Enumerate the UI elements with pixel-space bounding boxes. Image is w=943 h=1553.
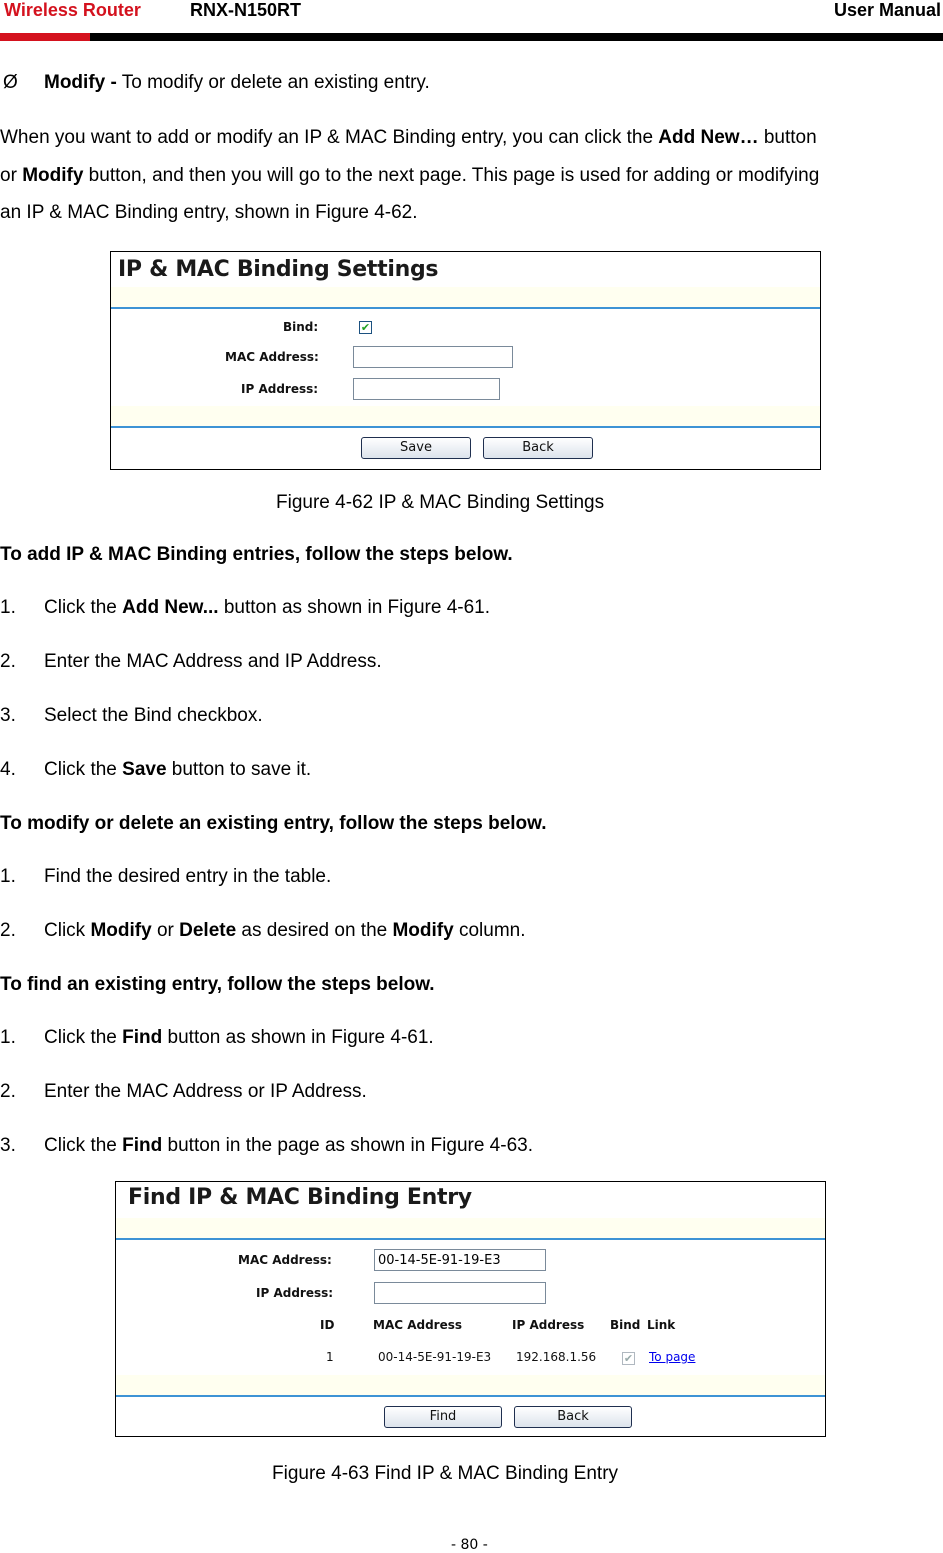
add-step-2-number: 2.	[0, 651, 16, 672]
top-divider	[111, 307, 820, 309]
column-header-link: Link	[647, 1318, 676, 1332]
header-model: RNX-N150RT	[190, 0, 302, 20]
header-doc-title: User Manual	[833, 0, 941, 20]
column-header-mac-address: MAC Address	[373, 1318, 463, 1332]
find-step-3-number: 3.	[0, 1135, 16, 1156]
find-step-1-number: 1.	[0, 1027, 16, 1048]
row-to-page-link[interactable]: To page	[649, 1350, 696, 1364]
mac-address-input[interactable]	[353, 346, 513, 368]
find-step-3: Click the Find button in the page as shown in Figure 4-63.	[44, 1135, 533, 1156]
modify-step-1: Find the desired entry in the table.	[44, 866, 332, 887]
find-title: Find IP & MAC Binding Entry	[128, 1185, 472, 1210]
column-header-id: ID	[320, 1318, 335, 1332]
bullet-text: To modify or delete an existing entry.	[116, 72, 430, 93]
mac-address-label: MAC Address:	[225, 350, 319, 364]
add-step-1: Click the Add New... button as shown in Figure 4-61.	[44, 597, 490, 618]
figure-find-ip-mac-binding-entry	[115, 1181, 826, 1437]
row-mac-address: 00-14-5E-91-19-E3	[378, 1350, 492, 1364]
add-step-3-number: 3.	[0, 705, 16, 726]
modify-steps-heading: To modify or delete an existing entry, follow the steps below.	[0, 813, 547, 834]
back-button[interactable]: Back	[483, 437, 593, 459]
ip-address-label: IP Address:	[241, 382, 319, 396]
find-step-2: Enter the MAC Address or IP Address.	[44, 1081, 367, 1102]
back-button[interactable]: Back	[514, 1406, 632, 1428]
bullet-arrow-icon: Ø	[3, 72, 18, 93]
row-bind-checkbox: ✔	[623, 1352, 634, 1365]
ip-address-label: IP Address:	[256, 1286, 334, 1300]
mac-address-label: MAC Address:	[238, 1253, 332, 1267]
figure-ip-mac-binding-settings	[110, 251, 821, 470]
page-number: - 80 -	[451, 1537, 488, 1553]
add-steps-heading: To add IP & MAC Binding entries, follow the steps below.	[0, 544, 513, 565]
bottom-divider	[111, 426, 820, 428]
save-button[interactable]: Save	[361, 437, 471, 459]
header-rule-red	[0, 33, 90, 41]
bottom-divider	[116, 1395, 825, 1397]
find-steps-heading: To find an existing entry, follow the steps below.	[0, 974, 435, 995]
bottom-band	[111, 406, 820, 426]
modify-step-2: Click Modify or Delete as desired on the Modify column.	[44, 920, 526, 941]
add-step-3: Select the Bind checkbox.	[44, 705, 263, 726]
figure-4-63-caption: Figure 4-63 Find IP & MAC Binding Entry	[272, 1463, 619, 1484]
bottom-band	[116, 1375, 825, 1395]
bind-checkbox[interactable]: ✔	[360, 321, 371, 334]
find-button[interactable]: Find	[384, 1406, 502, 1428]
find-step-2-number: 2.	[0, 1081, 16, 1102]
bind-label: Bind:	[283, 320, 319, 334]
ip-address-input[interactable]	[353, 378, 500, 400]
column-header-ip-address: IP Address	[512, 1318, 585, 1332]
intro-line-1: When you want to add or modify an IP & MAC Binding entry, you can click the Add New… button	[0, 127, 817, 148]
header-rule-black	[90, 33, 943, 41]
add-step-4-number: 4.	[0, 759, 16, 780]
modify-step-2-number: 2.	[0, 920, 16, 941]
modify-step-1-number: 1.	[0, 866, 16, 887]
mac-address-input[interactable]: 00-14-5E-91-19-E3	[374, 1249, 546, 1271]
column-header-bind: Bind	[610, 1318, 641, 1332]
row-id: 1	[326, 1350, 334, 1364]
top-band	[116, 1218, 825, 1238]
intro-line-3: an IP & MAC Binding entry, shown in Figure 4-62.	[0, 202, 418, 223]
top-divider	[116, 1238, 825, 1240]
header-product: Wireless Router	[4, 0, 141, 20]
add-step-4: Click the Save button to save it.	[44, 759, 312, 780]
top-band	[111, 287, 820, 307]
bullet-label: Modify -	[44, 72, 117, 93]
ip-address-input[interactable]	[374, 1282, 546, 1304]
settings-title: IP & MAC Binding Settings	[118, 257, 439, 282]
row-ip-address: 192.168.1.56	[516, 1350, 597, 1364]
intro-line-2: or Modify button, and then you will go to the next page. This page is used for adding or modifying	[0, 165, 820, 186]
find-step-1: Click the Find button as shown in Figure 4-61.	[44, 1027, 434, 1048]
add-step-1-number: 1.	[0, 597, 16, 618]
add-step-2: Enter the MAC Address and IP Address.	[44, 651, 382, 672]
bullet-modify	[44, 72, 430, 94]
figure-4-62-caption: Figure 4-62 IP & MAC Binding Settings	[276, 492, 605, 513]
